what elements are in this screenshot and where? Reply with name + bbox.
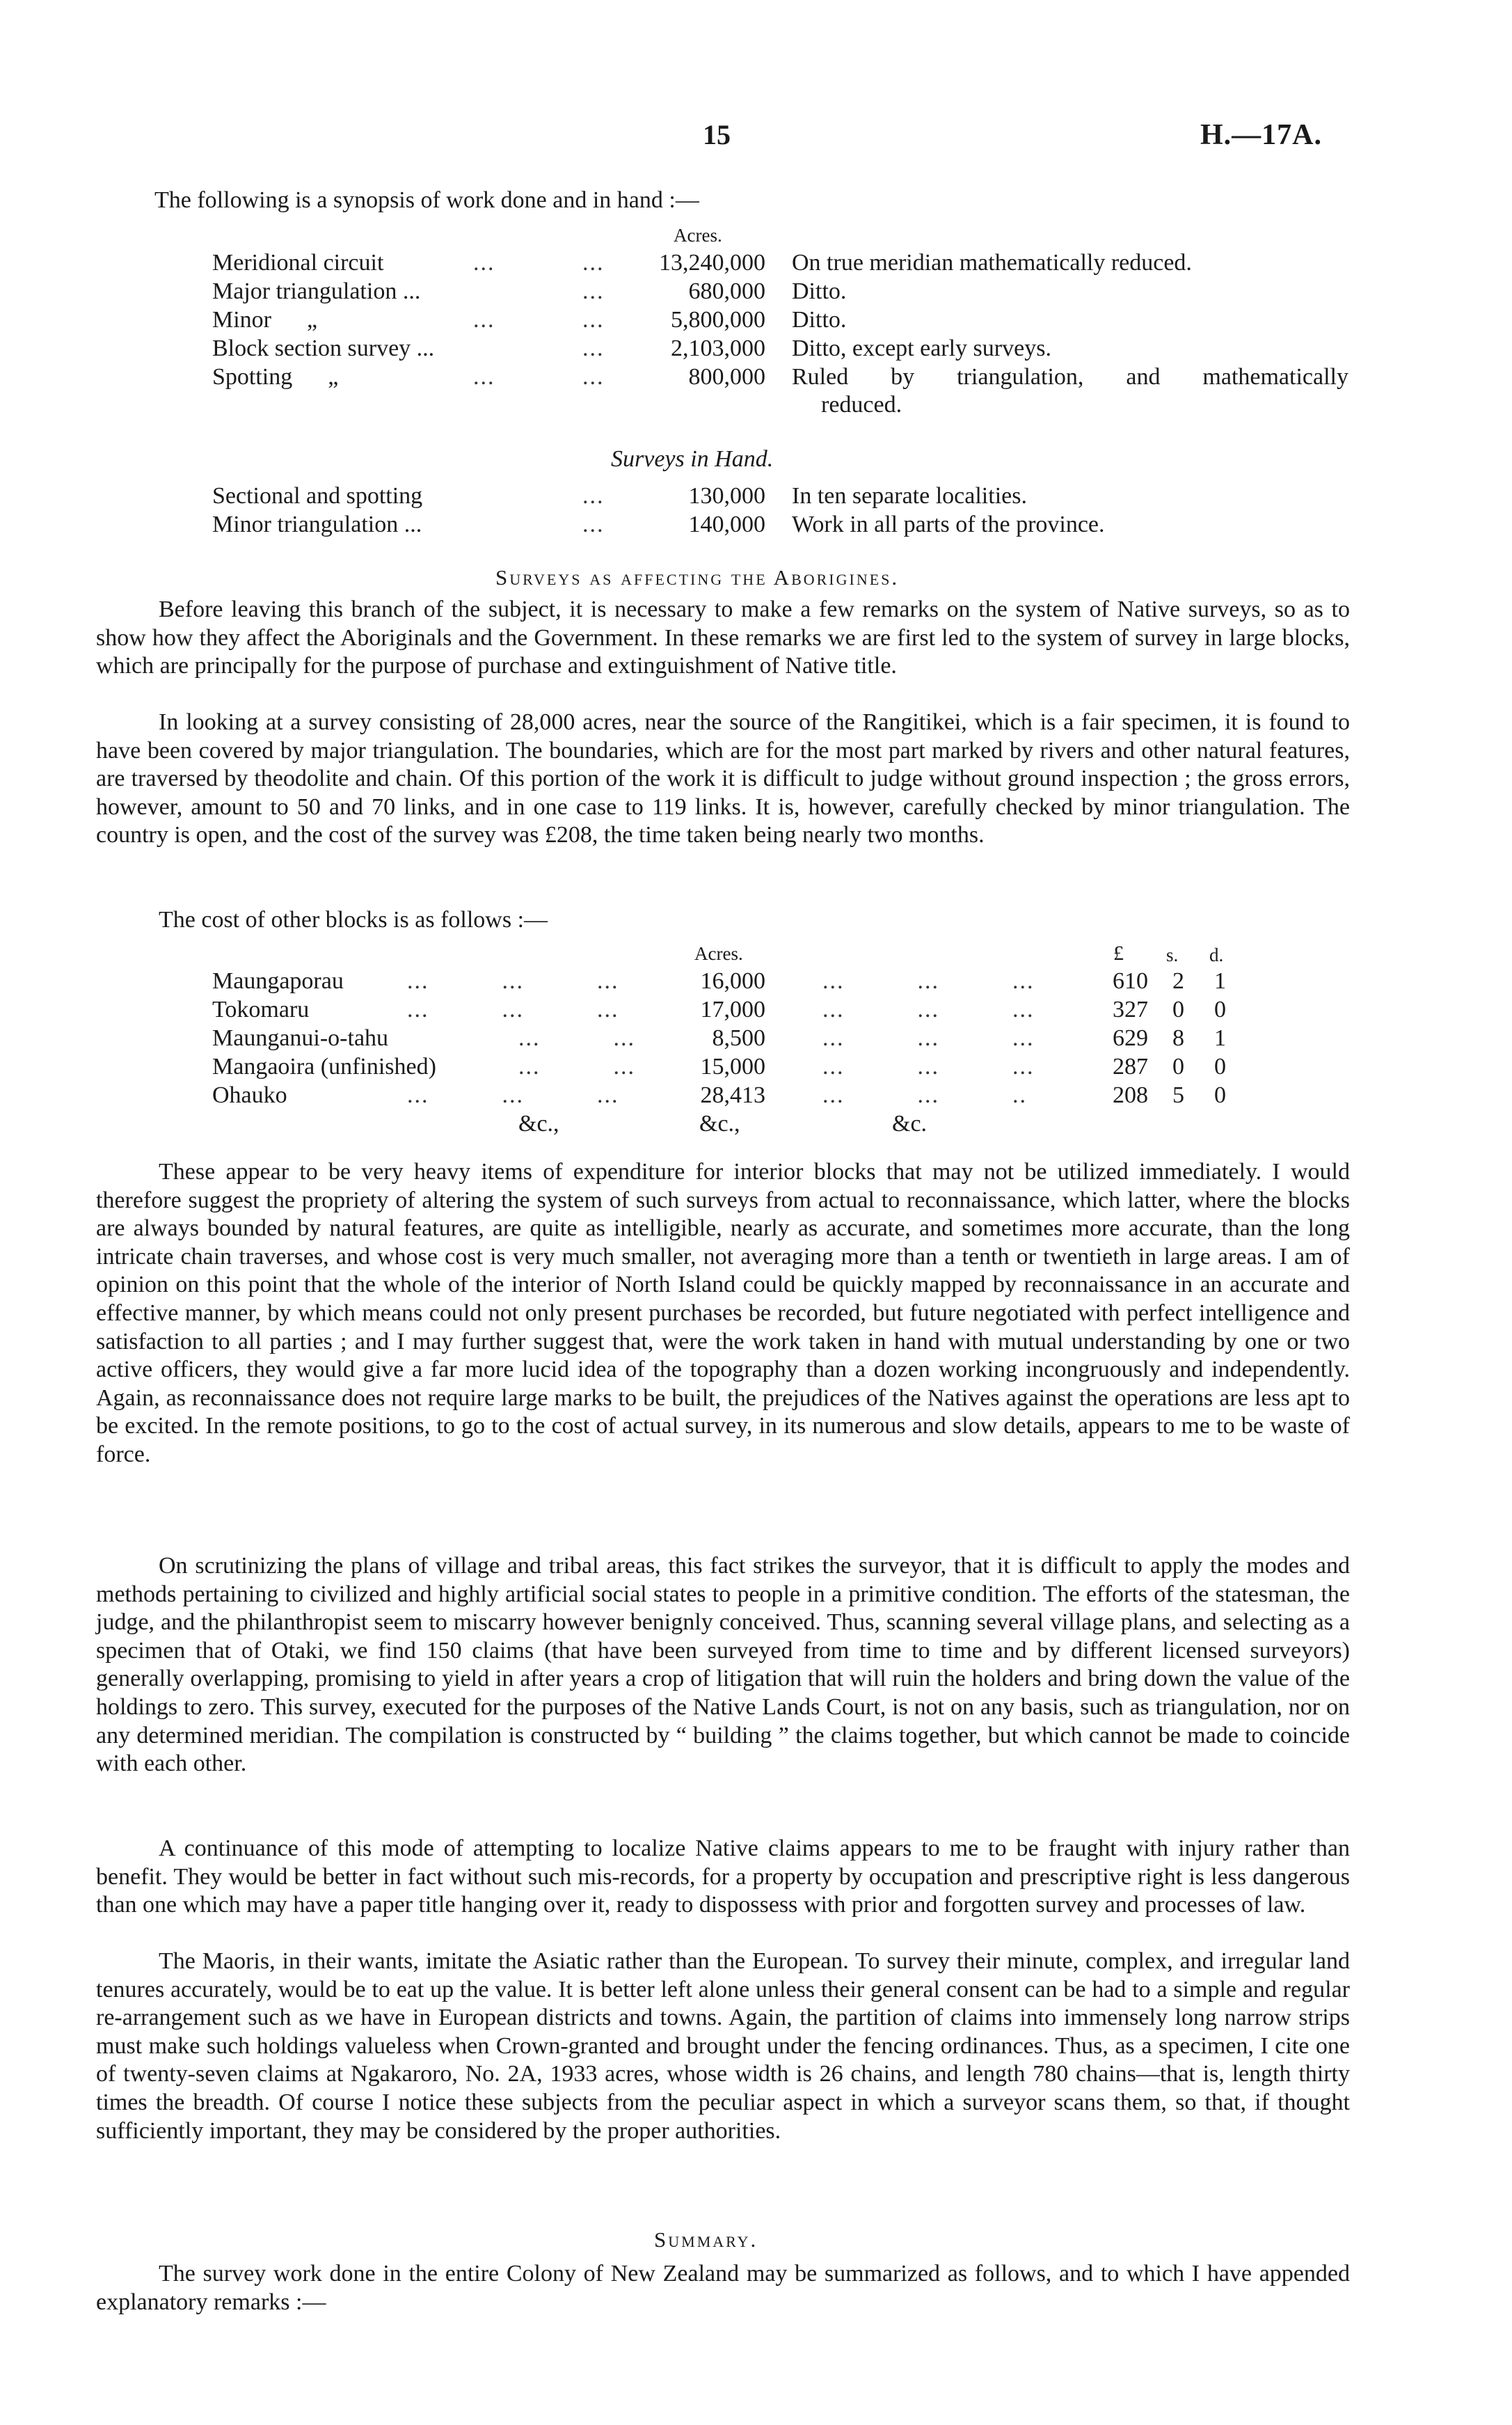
- block-name: Mangaoira (unfinished): [212, 1054, 436, 1080]
- page-number: 15: [703, 119, 731, 150]
- block-name: Maunganui-o-tahu: [212, 1025, 389, 1051]
- block-pounds: 208: [1113, 1082, 1148, 1108]
- shillings-header: s.: [1166, 945, 1179, 965]
- paragraph-native-surveys: Before leaving this branch of the subject, it is necessary to make a few remarks on the system of Native surveys, so as to show how they affect the Aboriginals and the Government. In these remarks we are first led to the system of survey in large blocks, which are principally for the purpose of purchase and extinguishment of Native title.: [96, 597, 1350, 679]
- row-remark: On true meridian mathematically reduced.: [792, 250, 1192, 276]
- row-name: Minor triangulation ...: [212, 512, 422, 537]
- block-pounds: 629: [1113, 1025, 1148, 1051]
- document-reference: H.—17A.: [1200, 119, 1322, 151]
- row-remark: Ditto, except early surveys.: [792, 335, 1051, 361]
- document-page: 15 H.—17A. The following is a synopsis of work done and in hand :— Acres. Meridional circuit ... ... 13,240,000 On true meridian mathematically reduced. Major triangulation ... ... 680,000 Ditto. Minor „ ... ... 5,800,000 Ditto. Block section survey ... ... 2,103,000 Ditto, except early surveys. Spotting „ ... ... 800,000 Ruled by triangulation, and mathematically reduced. Surveys in Hand. Sectional and spotting ... 130,000 In ten separate localities. Minor triangulation ... ... 140,000 Work in all parts of the province. Surveys as affecting the Aborigines. Before leaving this branch of the subject, it is necessary to make a few remarks on the system of Native surveys, so as to show how they affect the Aboriginals and the Government. In these remarks we are first led to the system of survey in large blocks, which are principally for the purpose of purchase and extinguishment of Native title. In looking at a survey consisting of 28,000 acres, near the source of the Rangitikei, which is a fair specimen, it is found to have been covered by major triangulation. The boundaries, which are for the most part marked by rivers and other natural features, are traversed by theodolite and chain. Of this portion of the work it is difficult to judge without ground inspection ; the gross errors, however, amount to 50 and 70 links, and in one case to 119 links. It is, however, carefully checked by minor triangulation. The country is open, and the cost of the survey was £208, the time taken being nearly two months. The cost of other blocks is as follows :— Acres. £ s. d. Maungaporau ... ... ... 16,000 ... ... ... 610 2 1 Tokomaru ... ... ... 17,000 ... ... ... 327 0 0 Maunganui-o-tahu ... ... 8,500 ... ... ... 629 8 1 Mangaoira (unfinished) ... ... 15,000 ... ... ... 287 0 0 Ohauko ... ... ... 28,413 ... ... .. 208 5 0 &c., &c., &c. These appear to be very heavy items of expenditure for interior blocks that may not be utilized immediately. I would therefore suggest the propriety of altering the system of such surveys from actual to reconnaissance, which latter, where the blocks are always bounded by natural features, are quite as intelligible, nearly as accurate, and sometimes more accurate, than the long intricate chain traverses, and whose cost is very much smaller, not averaging more than a tenth or twentieth in large areas. I am of opinion on this point that the whole of the interior of North Island could be quickly mapped by reconnaissance in an accurate and effective manner, by which means could not only present purchases be recorded, but future negotiated with perfect intelligence and satisfaction to all parties ; and I may further suggest that, were the work taken in hand with mutual understanding by one or two active officers, they would give a far more lucid idea of the topography than a dozen working incongruously and independently. Again, as reconnaissance does not require large marks to be built, the prejudices of the Natives against the operations are less apt to be excited. In the remote positions, to go to the cost of actual survey, in its numerous and slow details, appears to me to be waste of force. On scrutinizing the plans of village and tribal areas, this fact strikes the surveyor, that it is difficult to apply the modes and methods pertaining to civilized and highly artificial social states to people in a primitive condition. The efforts of the statesman, the judge, and the philanthropist seem to miscarry however benignly conceived. Thus, scanning several village plans, and selecting as a specimen that of Otaki, we find 150 claims (that have been surveyed from time to time and by different licensed surveyors) generally overlapping, promising to yield in after years a crop of litigation that will ruin the holders and bring down the value of the holdings to zero. This survey, executed for the purposes of the Native Lands Court, is not on any basis, such as triangulation, nor on any determined meridian. The compilation is constructed by “ building ” the claims together, but which cannot be made to coincide with each other. A continuance of this mode of attempting to localize Native claims appears to me to be fraught with injury rather than benefit. They would be better in fact without such mis-records, for a property by occupation and prescriptive right is less dangerous than one which may have a paper title hanging over it, ready to dispossess with prior and forgotten survey and processes of law. The Maoris, in their wants, imitate the Asiatic rather than the European. To survey their minute, complex, and irregular land tenures accurately, would be to eat up the value. It is better left alone unless their general consent can be had to a simple and regular re-arrangement such as we have in European districts and towns. Again, the partition of claims into immensely long narrow strips must make such holdings valueless when Crown-granted and brought under the fencing ordinances. Thus, as a specimen, I cite one of twenty-seven claims at Ngakaroro, No. 2A, 1933 acres, whose width is 26 chains, and length 780 chains—that is, length thirty times the breadth. Of course I notice these subjects from the peculiar aspect in which a surveyor scans them, so that, if thought sufficiently important, they may be considered by the proper authorities. Summary. The survey work done in the entire Colony of New Zealand may be summarized as follows, and to which I have appended explanatory remarks :—: [0, 0, 1512, 2425]
- row-name: Spotting „: [212, 364, 339, 390]
- block-shillings: 5: [1172, 1082, 1184, 1108]
- paragraph-village-areas: On scrutinizing the plans of village and tribal areas, this fact strikes the surveyor, that it is difficult to apply the modes and methods pertaining to civilized and highly artificial social states to people in a primitive condition. The efforts of the statesman, the judge, and the philanthropist seem to miscarry however benignly conceived. Thus, scanning several village plans, and selecting as a specimen that of Otaki, we find 150 claims (that have been surveyed from time to time and by different licensed surveyors) generally overlapping, promising to yield in after years a crop of litigation that will ruin the holders and bring down the value of the holdings to zero. This survey, executed for the purposes of the Native Lands Court, is not on any basis, such as triangulation, nor on any determined meridian. The compilation is constructed by “ building ” the claims together, but which cannot be made to coincide with each other.: [96, 1553, 1350, 1777]
- section-heading-summary: Summary.: [654, 2227, 758, 2252]
- row-remark: Ditto.: [792, 307, 847, 333]
- row-name: Block section survey ...: [212, 335, 435, 361]
- row-name: Major triangulation ...: [212, 278, 421, 304]
- row-remark: Work in all parts of the province.: [792, 512, 1105, 537]
- paragraph-maori-tenures: The Maoris, in their wants, imitate the Asiatic rather than the European. To survey their minute, complex, and irregular land tenures accurately, would be to eat up the value. It is better left alone unless their general consent can be had to a simple and regular re-arrangement such as we have in European districts and towns. Again, the partition of claims into immensely long narrow strips must make such holdings valueless when Crown-granted and brought under the fencing ordinances. Thus, as a specimen, I cite one of twenty-seven claims at Ngakaroro, No. 2A, 1933 acres, whose width is 26 chains, and length 780 chains—that is, length thirty times the breadth. Of course I notice these subjects from the peculiar aspect in which a surveyor scans them, so that, if thought sufficiently important, they may be considered by the proper authorities.: [96, 1948, 1350, 2144]
- synopsis-intro: The following is a synopsis of work done and in hand :—: [154, 187, 699, 213]
- block-shillings: 0: [1172, 997, 1184, 1022]
- section-heading-aborigines: Surveys as affecting the Aborigines.: [495, 565, 900, 590]
- row-acres: 140,000: [688, 512, 765, 537]
- paragraph-native-claims: A continuance of this mode of attempting to localize Native claims appears to me to be fraught with injury rather than benefit. They would be better in fact without such mis-records, for a property by occupation and prescriptive right is less dangerous than one which may have a paper title hanging over it, ready to dispossess with prior and forgotten survey and processes of law.: [96, 1835, 1350, 1918]
- block-acres: 28,413: [700, 1082, 765, 1108]
- block-pounds: 287: [1113, 1054, 1148, 1080]
- block-pounds: 327: [1113, 997, 1148, 1022]
- block-name: Maungaporau: [212, 968, 344, 994]
- row-acres: 800,000: [688, 364, 765, 390]
- paragraph-summary-intro: The survey work done in the entire Colony of New Zealand may be summarized as follows, and to which I have appended explanatory remarks :—: [96, 2261, 1350, 2315]
- remark-continuation: reduced.: [821, 392, 902, 418]
- block-name: Ohauko: [212, 1082, 287, 1108]
- block-pence: 0: [1214, 1054, 1226, 1080]
- block-pence: 0: [1214, 997, 1226, 1022]
- block-acres: 15,000: [700, 1054, 765, 1080]
- row-acres: 5,800,000: [671, 307, 765, 333]
- row-name: Meridional circuit: [212, 250, 384, 276]
- row-acres: 13,240,000: [659, 250, 765, 276]
- paragraph-rangitikei-survey: In looking at a survey consisting of 28,000 acres, near the source of the Rangitikei, which is a fair specimen, it is found to have been covered by major triangulation. The boundaries, which are for the most part marked by rivers and other natural features, are traversed by theodolite and chain. Of this portion of the work it is difficult to judge without ground inspection ; the gross errors, however, amount to 50 and 70 links, and in one case to 119 links. It is, however, carefully checked by minor triangulation. The country is open, and the cost of the survey was £208, the time taken being nearly two months.: [96, 709, 1350, 848]
- row-acres: 2,103,000: [671, 335, 765, 361]
- block-shillings: 8: [1172, 1025, 1184, 1051]
- row-name: Sectional and spotting: [212, 483, 423, 509]
- block-pence: 1: [1214, 1025, 1226, 1051]
- block-shillings: 0: [1172, 1054, 1184, 1080]
- acres-header: Acres.: [674, 225, 722, 246]
- pence-header: d.: [1209, 945, 1224, 965]
- block-pounds: 610: [1113, 968, 1148, 994]
- block-acres: 16,000: [700, 968, 765, 994]
- block-pence: 0: [1214, 1082, 1226, 1108]
- block-shillings: 2: [1172, 968, 1184, 994]
- cost-intro: The cost of other blocks is as follows :—: [159, 907, 548, 933]
- cost-acres-header: Acres.: [694, 943, 743, 964]
- row-name: Minor „: [212, 307, 318, 333]
- row-remark: In ten separate localities.: [792, 483, 1027, 509]
- row-remark: Ruled by triangulation, and mathematically: [792, 364, 1348, 390]
- block-pence: 1: [1214, 968, 1226, 994]
- in-hand-title: Surveys in Hand.: [611, 446, 774, 472]
- block-name: Tokomaru: [212, 997, 310, 1022]
- row-remark: Ditto.: [792, 278, 847, 304]
- row-acres: 130,000: [688, 483, 765, 509]
- pounds-header: £: [1113, 942, 1124, 965]
- row-acres: 680,000: [688, 278, 765, 304]
- paragraph-expenditure: These appear to be very heavy items of expenditure for interior blocks that may not be utilized immediately. I would therefore suggest the propriety of altering the system of such surveys from actual to reconnaissance, which latter, where the blocks are always bounded by natural features, are quite as intelligible, nearly as accurate, and sometimes more accurate, than the long intricate chain traverses, and whose cost is very much smaller, not averaging more than a tenth or twentieth in large areas. I am of opinion on this point that the whole of the interior of North Island could be quickly mapped by reconnaissance in an accurate and effective manner, by which means could not only present purchases be recorded, but future negotiated with perfect intelligence and satisfaction to all parties ; and I may further suggest that, were the work taken in hand with mutual understanding by one or two active officers, they would give a far more lucid idea of the topography than a dozen working incongruously and independently. Again, as reconnaissance does not require large marks to be built, the prejudices of the Natives against the operations are less apt to be excited. In the remote positions, to go to the cost of actual survey, in its numerous and slow details, appears to me to be waste of force.: [96, 1159, 1350, 1467]
- block-acres: 8,500: [712, 1025, 765, 1051]
- block-acres: 17,000: [700, 997, 765, 1022]
